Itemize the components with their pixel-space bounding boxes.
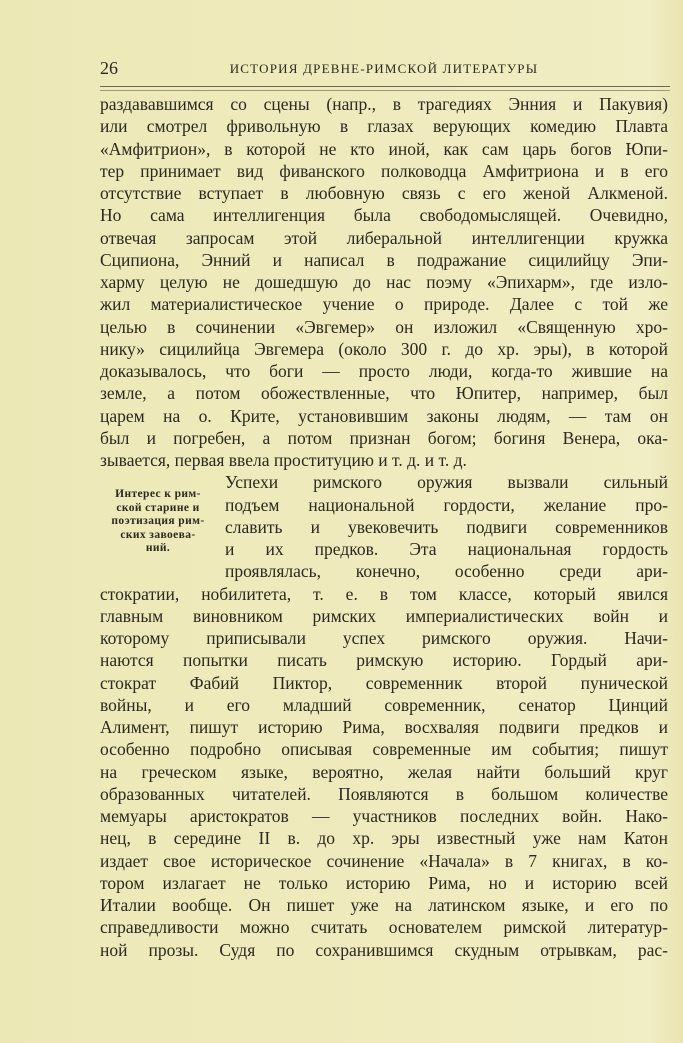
text-line: раздававшимся со сцены (напр., в трагедиях Энния и Пакувия) xyxy=(100,94,668,114)
text-line: которому приписывали успех римского оружия. Начи- xyxy=(100,628,668,648)
text-line: проявлялась, конечно, особенно среди ари- xyxy=(225,561,668,582)
text-line: зывается, первая ввела проституцию и т. д. и т. д. xyxy=(100,450,467,470)
text-line: образованных читателей. Появляются в большом количестве xyxy=(100,783,668,804)
text-line: нец, в середине II в. до хр. эры известный уже нам Катон xyxy=(100,828,668,849)
text-line: издает свое историческое сочинение «Начала» в 7 книгах, в ко- xyxy=(100,850,668,871)
text-line: харму целую не дошедшую до нас поэму «Эпихарм», где изло- xyxy=(100,272,668,292)
text-line: нику» сицилийца Эвгемера (около 300 г. до хр. эры), в которой xyxy=(100,338,668,359)
running-title: ИСТОРИЯ ДРЕВНЕ-РИМСКОЙ ЛИТЕРАТУРЫ xyxy=(229,61,539,76)
text-line: Сципиона, Энний и написал в подражание сицилийцу Эпи- xyxy=(100,249,668,270)
margin-note-line: ний. xyxy=(145,542,171,554)
text-line: царем на о. Крите, установившим законы людям, — там он xyxy=(100,405,668,426)
text-line: земле, а потом обожествленные, что Юпитер, например, был xyxy=(100,383,668,404)
running-header xyxy=(100,58,668,82)
text-line: или смотрел фривольную в глазах верующих комедию Плавта xyxy=(100,116,668,137)
text-line: тором излагает не только историю Рима, но и историю всей xyxy=(100,872,668,893)
margin-note-line: ской старине и xyxy=(116,501,200,514)
text-line: отвечая запросам этой либеральной интеллигенции кружка xyxy=(100,227,668,248)
header-rule xyxy=(100,86,670,91)
text-line: славить и увековечить подвиги современников xyxy=(225,516,668,537)
text-line: Италии вообще. Он пишет уже на латинском языке, и его по xyxy=(100,895,668,915)
text-line: главным виновником римских империалистических войн и xyxy=(100,605,668,626)
text-line: Успехи римского оружия вызвали сильный xyxy=(225,472,668,493)
text-line: ной прозы. Судя по сохранившимся скудным отрывкам, рас- xyxy=(100,939,668,960)
text-line: тер принимает вид фиванского полководца Амфитриона и в его xyxy=(100,160,668,181)
margin-note-line: поэтизация рим- xyxy=(111,515,205,527)
text-line: войны, и его младший современник, сенатор Цинций xyxy=(100,694,668,715)
text-line: мемуары аристократов — участников последних войн. Нако- xyxy=(100,806,668,826)
text-line: и их предков. Эта национальная гордость xyxy=(225,539,668,559)
text-line: на греческом языке, вероятно, желая найти больший круг xyxy=(100,761,668,782)
text-line: подъем национальной гордости, желание про- xyxy=(225,494,668,515)
margin-note-line: ских завоева- xyxy=(120,528,196,541)
text-line: Но сама интеллигенция была свободомыслящей. Очевидно, xyxy=(100,205,668,226)
text-line: доказывалось, что боги — просто люди, когда-то жившие на xyxy=(100,361,668,381)
page-number: 26 xyxy=(100,58,118,78)
text-line: наются попытки писать римскую историю. Гордый ари- xyxy=(100,650,668,671)
text-line: справедливости можно считать основателем римской литератур- xyxy=(100,917,668,938)
text-line: Алимент, пишут историю Рима, восхваляя подвиги предков и xyxy=(100,717,668,737)
text-line: стократ Фабий Пиктор, современник второй пунической xyxy=(100,672,668,693)
text-line: особенно подробно описывая современные им события; пишут xyxy=(100,739,668,760)
text-line: был и погребен, а потом признан богом; богиня Венера, ока- xyxy=(100,427,668,448)
text-line: стократии, нобилитета, т. е. в том классе, который явился xyxy=(100,583,668,604)
text-line: «Амфитрион», в которой не кто иной, как сам царь богов Юпи- xyxy=(100,138,668,159)
margin-note-line: Интерес к рим- xyxy=(115,488,201,500)
body-text xyxy=(100,93,668,961)
text-line: жил материалистическое учение о природе. Далее с той же xyxy=(100,294,668,315)
text-line: отсутствие вступает в любовную связь с его женой Алкменой. xyxy=(100,183,668,203)
text-line: целью в сочинении «Эвгемер» он изложил «Священную хро- xyxy=(100,316,668,337)
